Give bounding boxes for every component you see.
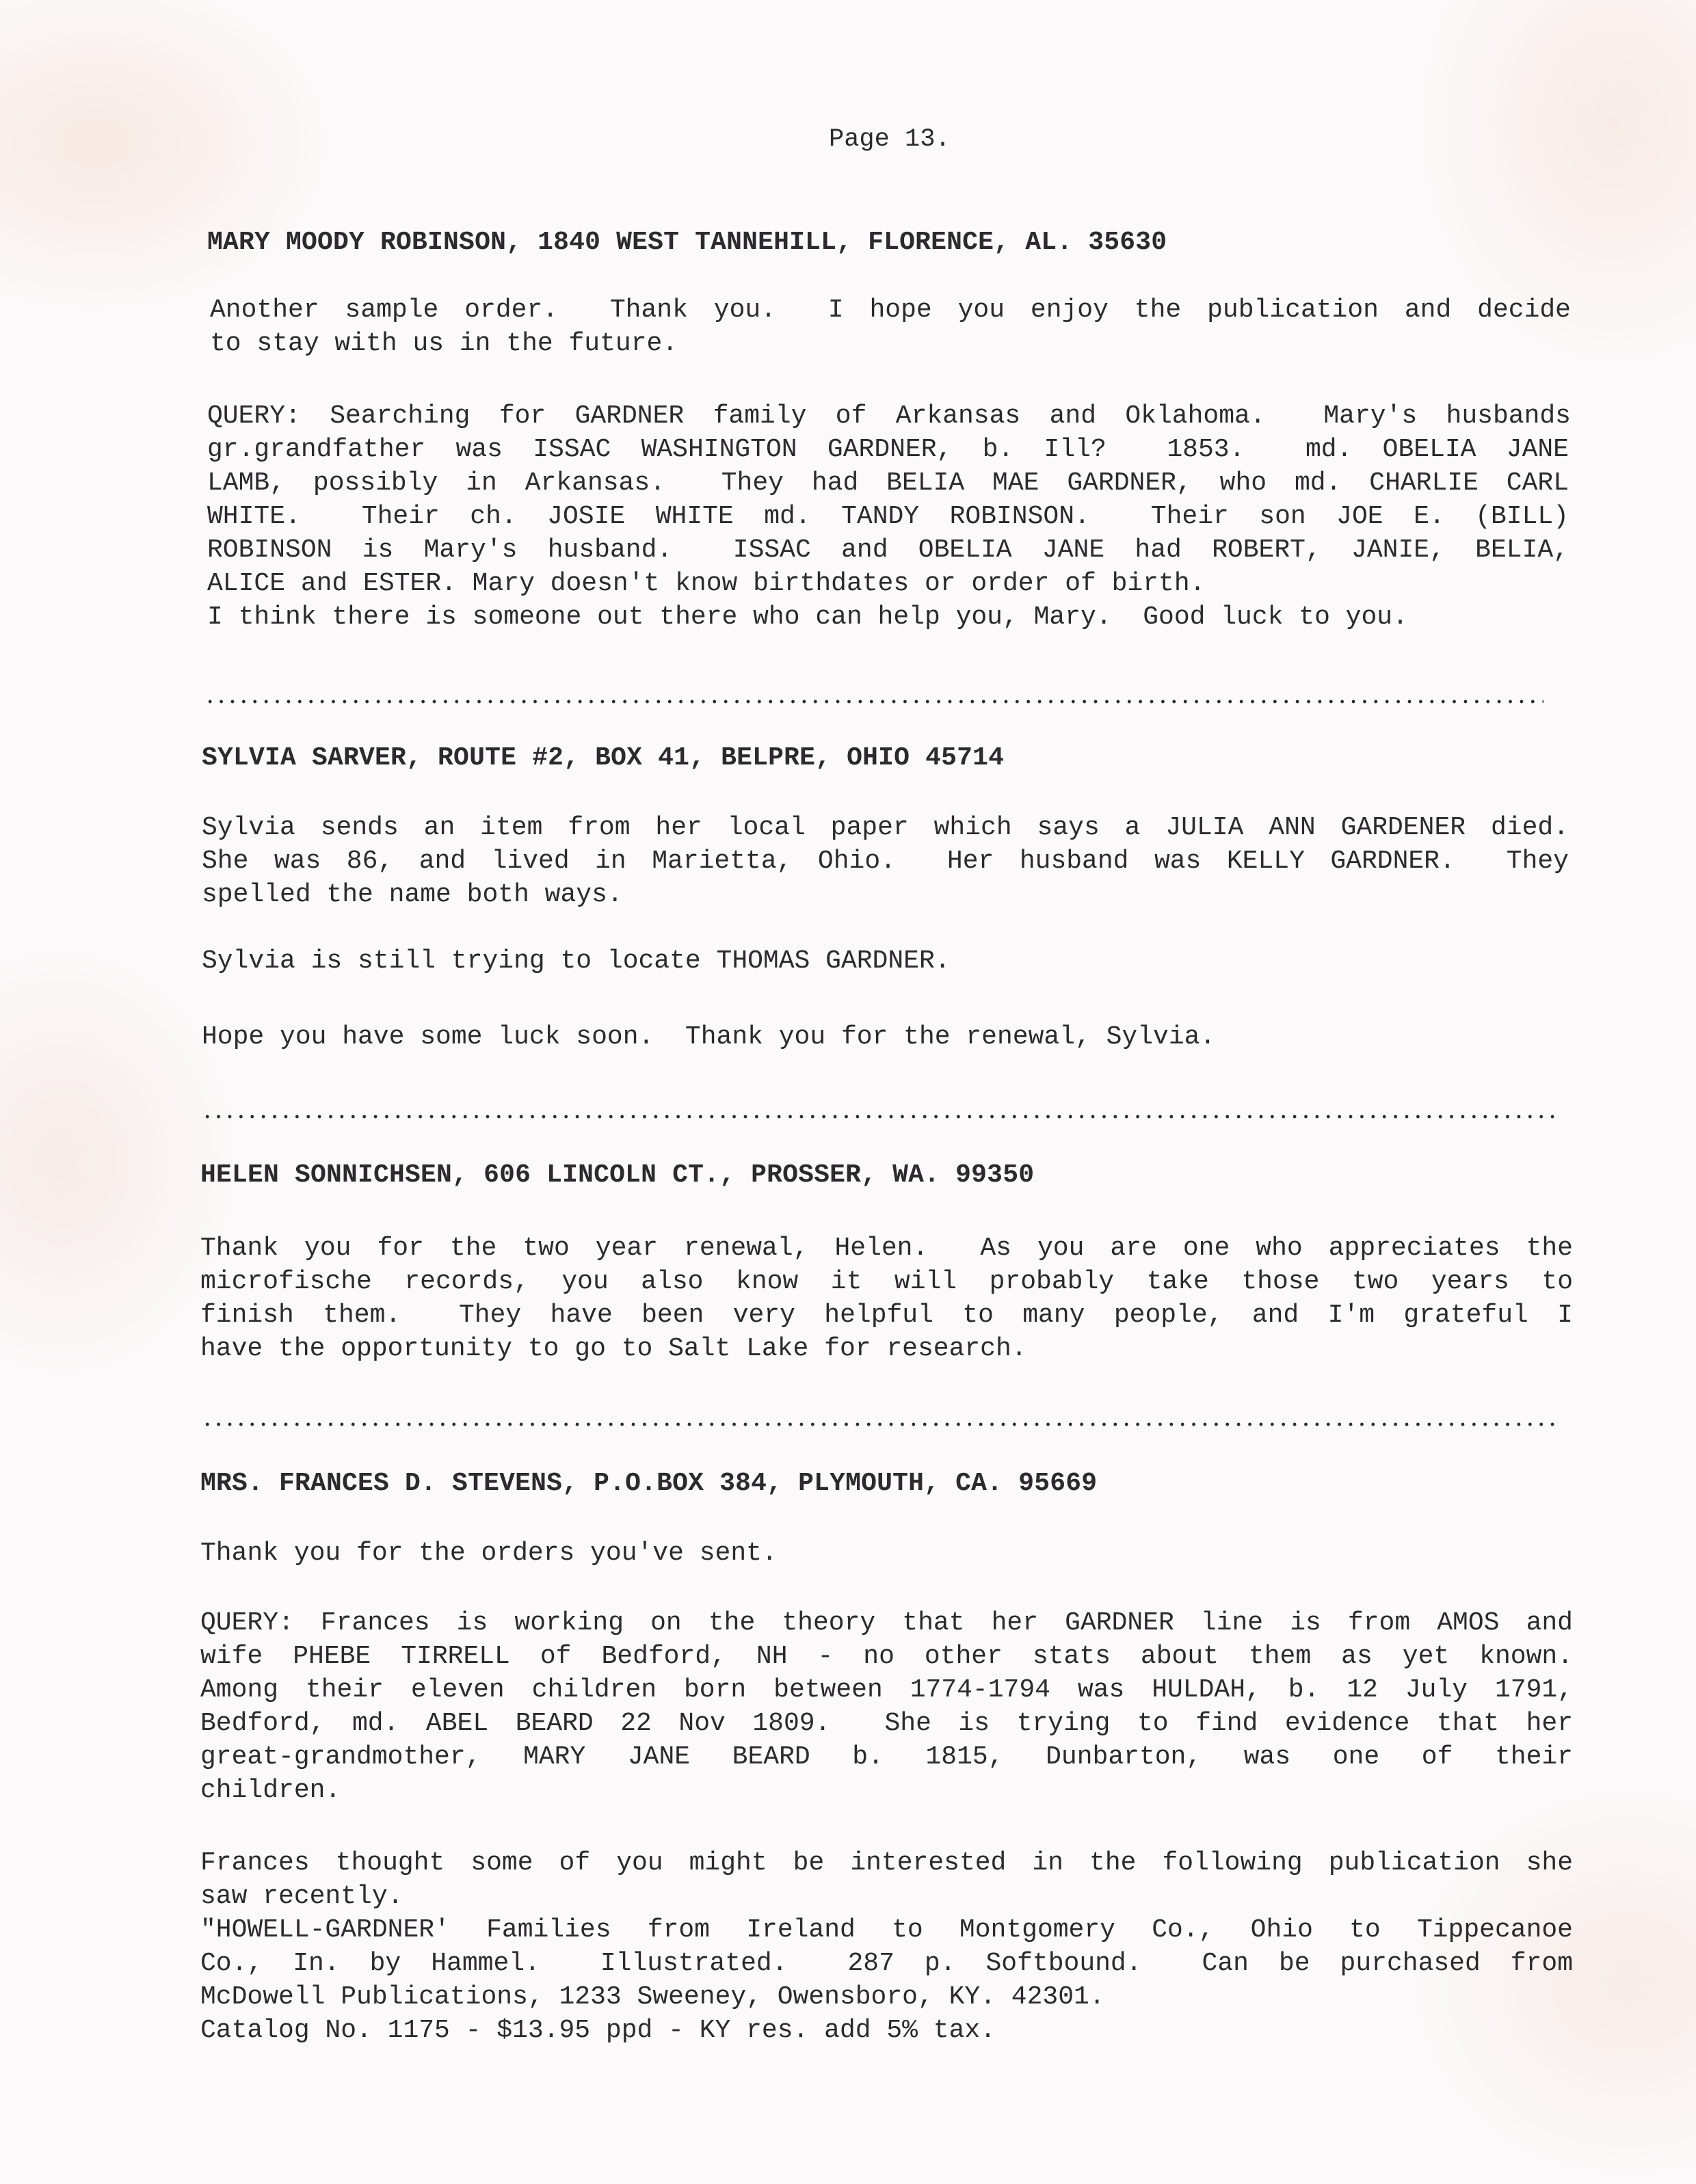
dotted-divider (202, 1422, 1554, 1426)
publication-line: McDowell Publications, 1233 Sweeney, Owensboro, KY. 42301. (200, 1982, 1105, 2012)
entry-header: HELEN SONNICHSEN, 606 LINCOLN CT., PROSSER, WA. 99350 (200, 1160, 1035, 1190)
entry-header: SYLVIA SARVER, ROUTE #2, BOX 41, BELPRE, OHIO 45714 (202, 743, 1005, 773)
query-line: ROBINSON is Mary's husband. ISSAC and OBELIA JANE had ROBERT, JANIE, BELIA, (207, 535, 1569, 565)
dotted-divider (204, 700, 1543, 704)
dotted-divider (202, 1115, 1554, 1119)
paragraph-line: saw recently. (200, 1882, 403, 1911)
paragraph-line: microfische records, you also know it will probably take those two years to (200, 1267, 1573, 1296)
paragraph-line: Hope you have some luck soon. Thank you for the renewal, Sylvia. (202, 1022, 1216, 1052)
query-line: QUERY: Frances is working on the theory that her GARDNER line is from AMOS and (200, 1608, 1573, 1638)
paragraph-line: She was 86, and lived in Marietta, Ohio. Her husband was KELLY GARDNER. They (202, 847, 1569, 876)
paragraph-line: Thank you for the two year renewal, Helen. As you are one who appreciates the (200, 1234, 1573, 1263)
query-line: Bedford, md. ABEL BEARD 22 Nov 1809. She is trying to find evidence that her (200, 1709, 1573, 1738)
paragraph-line: Another sample order. Thank you. I hope you enjoy the publication and decide (210, 295, 1571, 325)
paragraph-line: have the opportunity to go to Salt Lake for research. (200, 1334, 1027, 1363)
publication-line: Co., In. by Hammel. Illustrated. 287 p. Softbound. Can be purchased from (200, 1949, 1573, 1978)
publication-title-line: "HOWELL-GARDNER' Families from Ireland to Montgomery Co., Ohio to Tippecanoe (200, 1915, 1573, 1945)
query-line: I think there is someone out there who can help you, Mary. Good luck to you. (207, 602, 1408, 632)
query-line: WHITE. Their ch. JOSIE WHITE md. TANDY ROBINSON. Their son JOE E. (BILL) (207, 502, 1569, 531)
paragraph-line: Frances thought some of you might be interested in the following publication she (200, 1848, 1573, 1878)
query-line: great-grandmother, MARY JANE BEARD b. 1815, Dunbarton, was one of their (200, 1742, 1573, 1772)
paragraph-line: spelled the name both ways. (202, 880, 623, 909)
query-line: gr.grandfather was ISSAC WASHINGTON GARDNER, b. Ill? 1853. md. OBELIA JANE (207, 435, 1569, 464)
entry-header: MRS. FRANCES D. STEVENS, P.O.BOX 384, PLYMOUTH, CA. 95669 (200, 1469, 1098, 1498)
entry-header: MARY MOODY ROBINSON, 1840 WEST TANNEHILL, FLORENCE, AL. 35630 (207, 228, 1167, 257)
query-line: LAMB, possibly in Arkansas. They had BELIA MAE GARDNER, who md. CHARLIE CARL (207, 468, 1569, 498)
query-line: Among their eleven children born between 1774-1794 was HULDAH, b. 12 July 1791, (200, 1675, 1573, 1705)
catalog-line: Catalog No. 1175 - $13.95 ppd - KY res. add 5% tax. (200, 2016, 996, 2045)
paragraph-line: Sylvia sends an item from her local paper which says a JULIA ANN GARDENER died. (202, 813, 1569, 842)
query-line: wife PHEBE TIRRELL of Bedford, NH - no other stats about them as yet known. (200, 1642, 1573, 1671)
paragraph-line: to stay with us in the future. (210, 329, 678, 358)
paragraph-line: finish them. They have been very helpful to many people, and I'm grateful I (200, 1301, 1573, 1330)
page-number: Page 13. (829, 125, 951, 154)
query-line: ALICE and ESTER. Mary doesn't know birthdates or order of birth. (207, 569, 1206, 598)
query-line: children. (200, 1776, 341, 1805)
paragraph-line: Sylvia is still trying to locate THOMAS GARDNER. (202, 946, 951, 976)
paragraph-line: Thank you for the orders you've sent. (200, 1539, 778, 1568)
query-line: QUERY: Searching for GARDNER family of Arkansas and Oklahoma. Mary's husbands (207, 401, 1571, 431)
